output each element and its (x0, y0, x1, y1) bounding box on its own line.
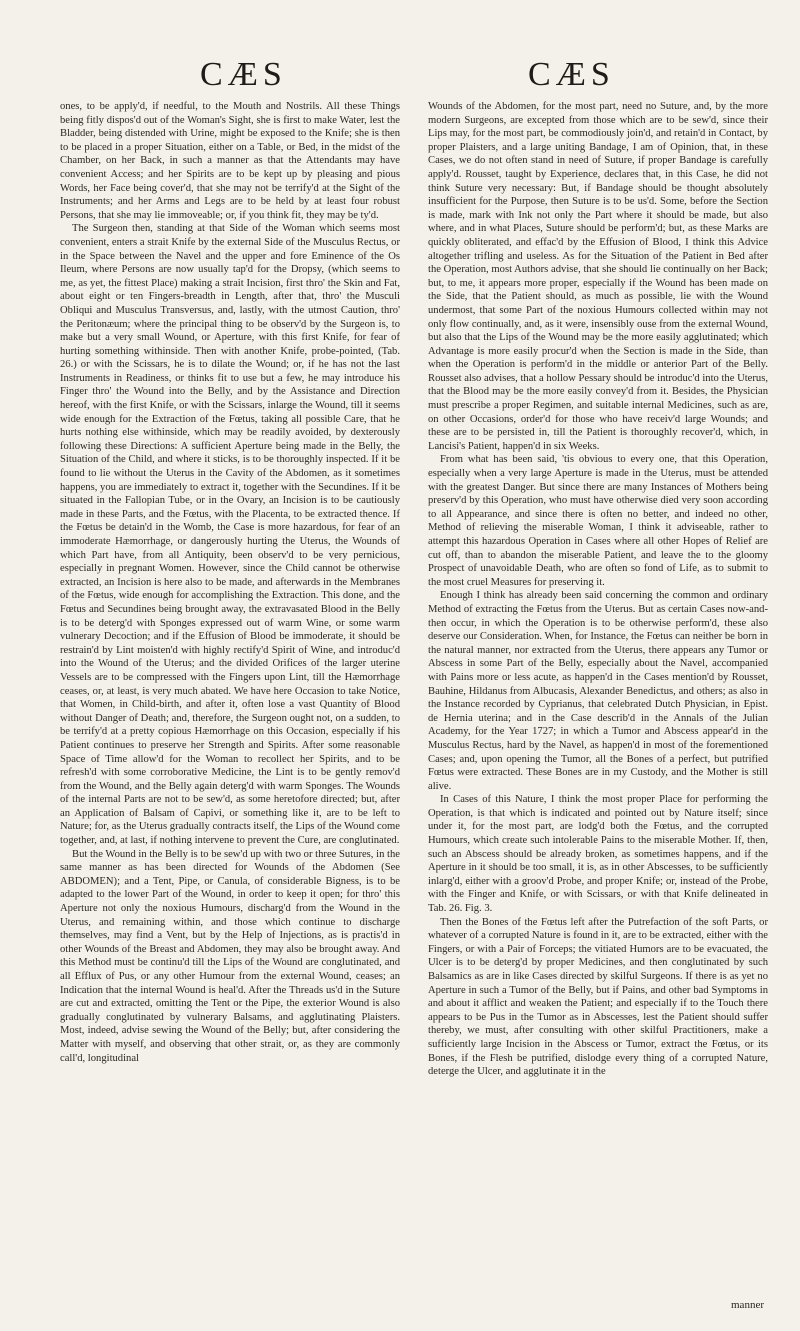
paragraph: But the Wound in the Belly is to be sew'd up with two or three Sutures, in the same manner as has been directed for Wounds of the Abdomen (See ABDOMEN); and a Tent, Pipe, or Canula, of considerable Bigness, is to be adapted to the lower Part of the Wound, in order to keep it open; for thro' this Aperture not only the noxious Humours, discharg'd from the Wound in the Uterus, and remaining within, and those which continue to discharge themselves, may find a Vent, but by the Help of Injections, as is practis'd in other Wounds of the Breast and Abdomen, they may also be brought away. And this Method must be continu'd till the Lips of the Wound are conglutinated, and all Efflux of Pus, or any other Humour from the external Wound, ceases; an Indication that the internal Wound is heal'd. After the Threads us'd in the Suture are cut and extracted, omitting the Tent or the Pipe, the exterior Wound is also gradually conglutinated by vulnerary Balsams, and agglutinating Plaisters. Most, indeed, advise sewing the Wound of the Belly; but, after considering the Matter with myself, and observing that other strait, or, as they are commonly call'd, longitudinal (60, 848, 400, 1064)
paragraph: ones, to be apply'd, if needful, to the Mouth and Nostrils. All these Things being fitly dispos'd out of the Woman's Sight, she is first to make Water, lest the Bladder, being distended with Urine, might be exposed to the Knife; she is then to be placed in a proper Situation, either on a Table, or Bed, in the midst of the Chamber, on her Back, in such a manner as that the Attendants may have convenient Access; and her Spirits are to be kept up by pleasing and pious Words, her Face being cover'd, that she may not be terrify'd at the Sight of the Instruments; and her Arms and Legs are to be held by at least four robust Persons, that she may lie immoveable; or, if you think fit, they may be ty'd. (60, 101, 400, 221)
paragraph: In Cases of this Nature, I think the most proper Place for performing the Operation, is that which is indicated and pointed out by Nature itself; since under it, for the most part, are lodg'd both the Fœtus, and the corrupted Humours, which create such intolerable Pains to the miserable Mother. If, then, such an Abscess should be already broken, as sometimes happens, and if the Aperture in it should be too small, it is, as in other Abscesses, to be sufficiently inlarg'd, either with a groov'd Probe, and proper Knife; or, instead of the Probe, with the Finger and Knife, or with Scissars, or with that Knife delineated in Tab. 26. Fig. 3. (428, 794, 768, 915)
paragraph: Then the Bones of the Fœtus left after the Putrefaction of the soft Parts, or whatever of a corrupted Nature is found in it, are to be extracted, either with the Fingers, or with a Pair of Forceps; the vitiated Humors are to be evacuated, the Ulcer is to be deterg'd by proper Medicines, and then conglutinated by such Balsamics as are in like Cases directed by skilful Surgeons. If there is as yet no Aperture in such a Tumor of the Belly, but if Pains, and other bad Symptoms in and about it afflict and weaken the Patient; and especially if to the Touch there appears to be Pus in the Tumor as in Abscesses, lest the Patient should suffer thereby, we must, after consulting with other skilful Practitioners, make a sufficiently large Incision in the Abscess or Tumor, extract the Fœtus, or its Bones, if the Flesh be putrified, dislodge every thing of a corrupted Nature, deterge the Ulcer, and agglutinate it in the (428, 916, 768, 1078)
paragraph: From what has been said, 'tis obvious to every one, that this Operation, especially when a very large Aperture is made in the Uterus, must be attended with the greatest Danger. But since there are many Instances of Mothers being preserv'd by this Operation, who must have otherwise died very soon according to all Appearance, and since there is often no better, and indeed no other, Method of relieving the miserable Woman, I think it adviseable, rather to attempt this hazardous Operation in Cases where all other Hopes of Relief are cut off, than to abandon the miserable Patient, and leave the to the gloomy Prospect of unavoidable Death, who are often so fond of Life, as to submit to the most cruel Measures for preserving it. (428, 454, 768, 588)
running-head-left: CÆS (200, 56, 287, 93)
right-column (428, 100, 768, 1079)
running-head-right: CÆS (528, 56, 615, 93)
paragraph: Wounds of the Abdomen, for the most part, need no Suture, and, by the more modern Surgeons, are excepted from those which are to be sew'd, since their Lips may, for the most part, be commodiously join'd, and retain'd in Contact, by proper Plaisters, and a large uniting Bandage, I am of Opinion, that, in these Cases, we do not often stand in need of Suture, if proper Bandage is carefully apply'd. Rousset, taught by Experience, declares that, in this Case, he did not think Suture very necessary: But, if Bandage should be thought absolutely insufficient for the Purpose, then Suture is to be us'd. Some, before the Section is made, mark with Ink not only the Part where it should be made, but also where, and in what Places, Suture should be perform'd; but, as these Marks are quickly obliterated, and effac'd by the Effusion of Blood, I think this Advice altogether trifling and useless. As for the Situation of the Patient in Bed after the Operation, most Authors advise, that she should lie continually on her Back; but, to me, it appears more proper, especially if the Wound has been made on the Side, that the Patient should, as much as possible, lie with the Wound undermost, that some Part of the noxious Humours collected within may not only flow continually, and, as it were, insensibly ouse from the external Wound, but also that the Lips of the Wound may be the more easily agglutinated; which Advantage is more easily procur'd when the Section is made in the Side, than when the Operation is perform'd in the middle or anterior Part of the Belly. Rousset also advises, that a hollow Pessary should be introduc'd into the Uterus, that the Blood may be the more easily convey'd from it. Besides, the Physician must prescribe a proper Regimen, and suitable internal Medicines, such as are, on other Occasions, order'd for those who have receiv'd large Wounds; and these are to be persisted in, till the Patient is thoroughly recover'd, which, in Lancisi's Patient, happen'd in six Weeks. (428, 101, 768, 452)
paragraph: Enough I think has already been said concerning the common and ordinary Method of extracting the Fœtus from the Uterus. But as certain Cases now-and-then occur, in which the Operation is to be otherwise perform'd, these also deserve our Consideration. When, for Instance, the Fœtus can neither be born in the natural manner, nor extracted from the Uterus, there appears any Tumor or Abscess in some Part of the Belly, especially about the Navel, accompanied with Pains more or less acute, as happen'd in the Cases mention'd by Rousset, Bauhine, Hildanus from Albucasis, Alexander Benedictus, and others; as also in the Instance recorded by Cyprianus, that celebrated Dutch Physician, in Epist. de Hernia uterina; and in the Case describ'd in the Annals of the Julian Academy, for the Year 1727; in which a Tumor and Abscess appear'd in the Musculus Rectus, hard by the Navel, as happen'd in most of the forementioned Cases; and, upon opening the Tumor, all the Bones of a perfect, but putrified Fœtus were extracted. These Bones are in my Custody, and the Mother is still alive. (428, 590, 768, 792)
catchword: manner (731, 1299, 764, 1311)
paragraph: The Surgeon then, standing at that Side of the Woman which seems most convenient, enters a strait Knife by the external Side of the Musculus Rectus, or in the Space between the Navel and the upper and fore Eminence of the Os Ileum, where Persons are now usually tap'd for the Dropsy, (which seems to me, as yet, the fittest Place) making a strait Incision, first thro' the Skin and Fat, about eight or ten Fingers-breadth in Length, after that, thro' the Musculi Obliqui and Musculus Transversus, and, lastly, with the utmost Caution, thro' the Peritonæum; where the principal thing to be observ'd by the Surgeon is, to make but a very small Wound, or Aperture, with this first Knife, for fear of hurting something withinside. Then with another Knife, probe-pointed, (Tab. 26.) or with the Scissars, he is to dilate the Wound; or, if he has not the last Instruments in Readiness, or thinks fit to use but a few, he may introduce his Finger thro' the Wound into the Belly, and by the Assistance and Direction hereof, with the first Knife, or with the Scissars, inlarge the Wound, till it seems wide enough for the Extraction of the Fœtus, taking all possible Care, that he hurts nothing else withinside, which may be readily avoided, by dexterously following these Directions: A sufficient Aperture being made in the Belly, the Situation of the Child, and where it sticks, is to be thoroughly inspected. If it be found to lie without the Uterus in the Cavity of the Abdomen, as it sometimes happens, you are immediately to extract it, together with the Secundines. If it be situated in the Fallopian Tube, or in the Ovary, an Incision is to be cautiously made in these Parts, and the Fœtus, with the Placenta, to be extracted thence. If the Fœtus be detain'd in the Womb, the Case is more hazardous, for fear of an immoderate Hæmorrhage, or dangerously hurting the Uterus, the Wounds of which Part have, from all Antiquity, been observ'd to be very pernicious, especially in pregnant Women. However, since the Child cannot be otherwise extracted, an Incision is here also to be made, and afterwards in the Membranes of the Fœtus, wide enough for accomplishing the Extraction. This done, and the Fœtus and Secundines being brought away, the extravasated Blood in the Belly is to be deterg'd with Sponges expressed out of warm Wine, or some warm vulnerary Decoction; and if the Effusion of Blood be immoderate, it should be restrain'd by Lint moisten'd with highly rectify'd Spirit of Wine, and introduc'd into the Wound of the Uterus; and the divided Orifices of the larger uterine Vessels are to be compressed with the Fingers upon Lint, till the Hæmorrhage ceases, or, at least, is very much abated. We have here Occasion to take Notice, that Women, in Child-birth, and after it, often lose a vast Quantity of Blood without Danger of Death; and, therefore, the Surgeon ought not, on a sudden, to be terrify'd at a pretty copious Hæmorrhage on this Occasion, especially if his Patient continues to preserve her Strength and Spirits. After some reasonable Space of Time allow'd for the Woman to recollect her Spirits, and to be refresh'd with some corroborative Medicine, the Lint is to be gently remov'd from the Wound, and the Belly again deterg'd with warm Sponges. The Wounds of the internal Parts are not to be sew'd, as some heretofore directed; but, after an Application of Balsam of Capivi, or something like it, are to be left to Nature; for, as the Uterus gradually contracts itself, the Lips of the Wound come together, and, at last, if nothing intervene to prevent the Cure, are conglutinated. (60, 223, 400, 847)
left-column (60, 100, 400, 1065)
